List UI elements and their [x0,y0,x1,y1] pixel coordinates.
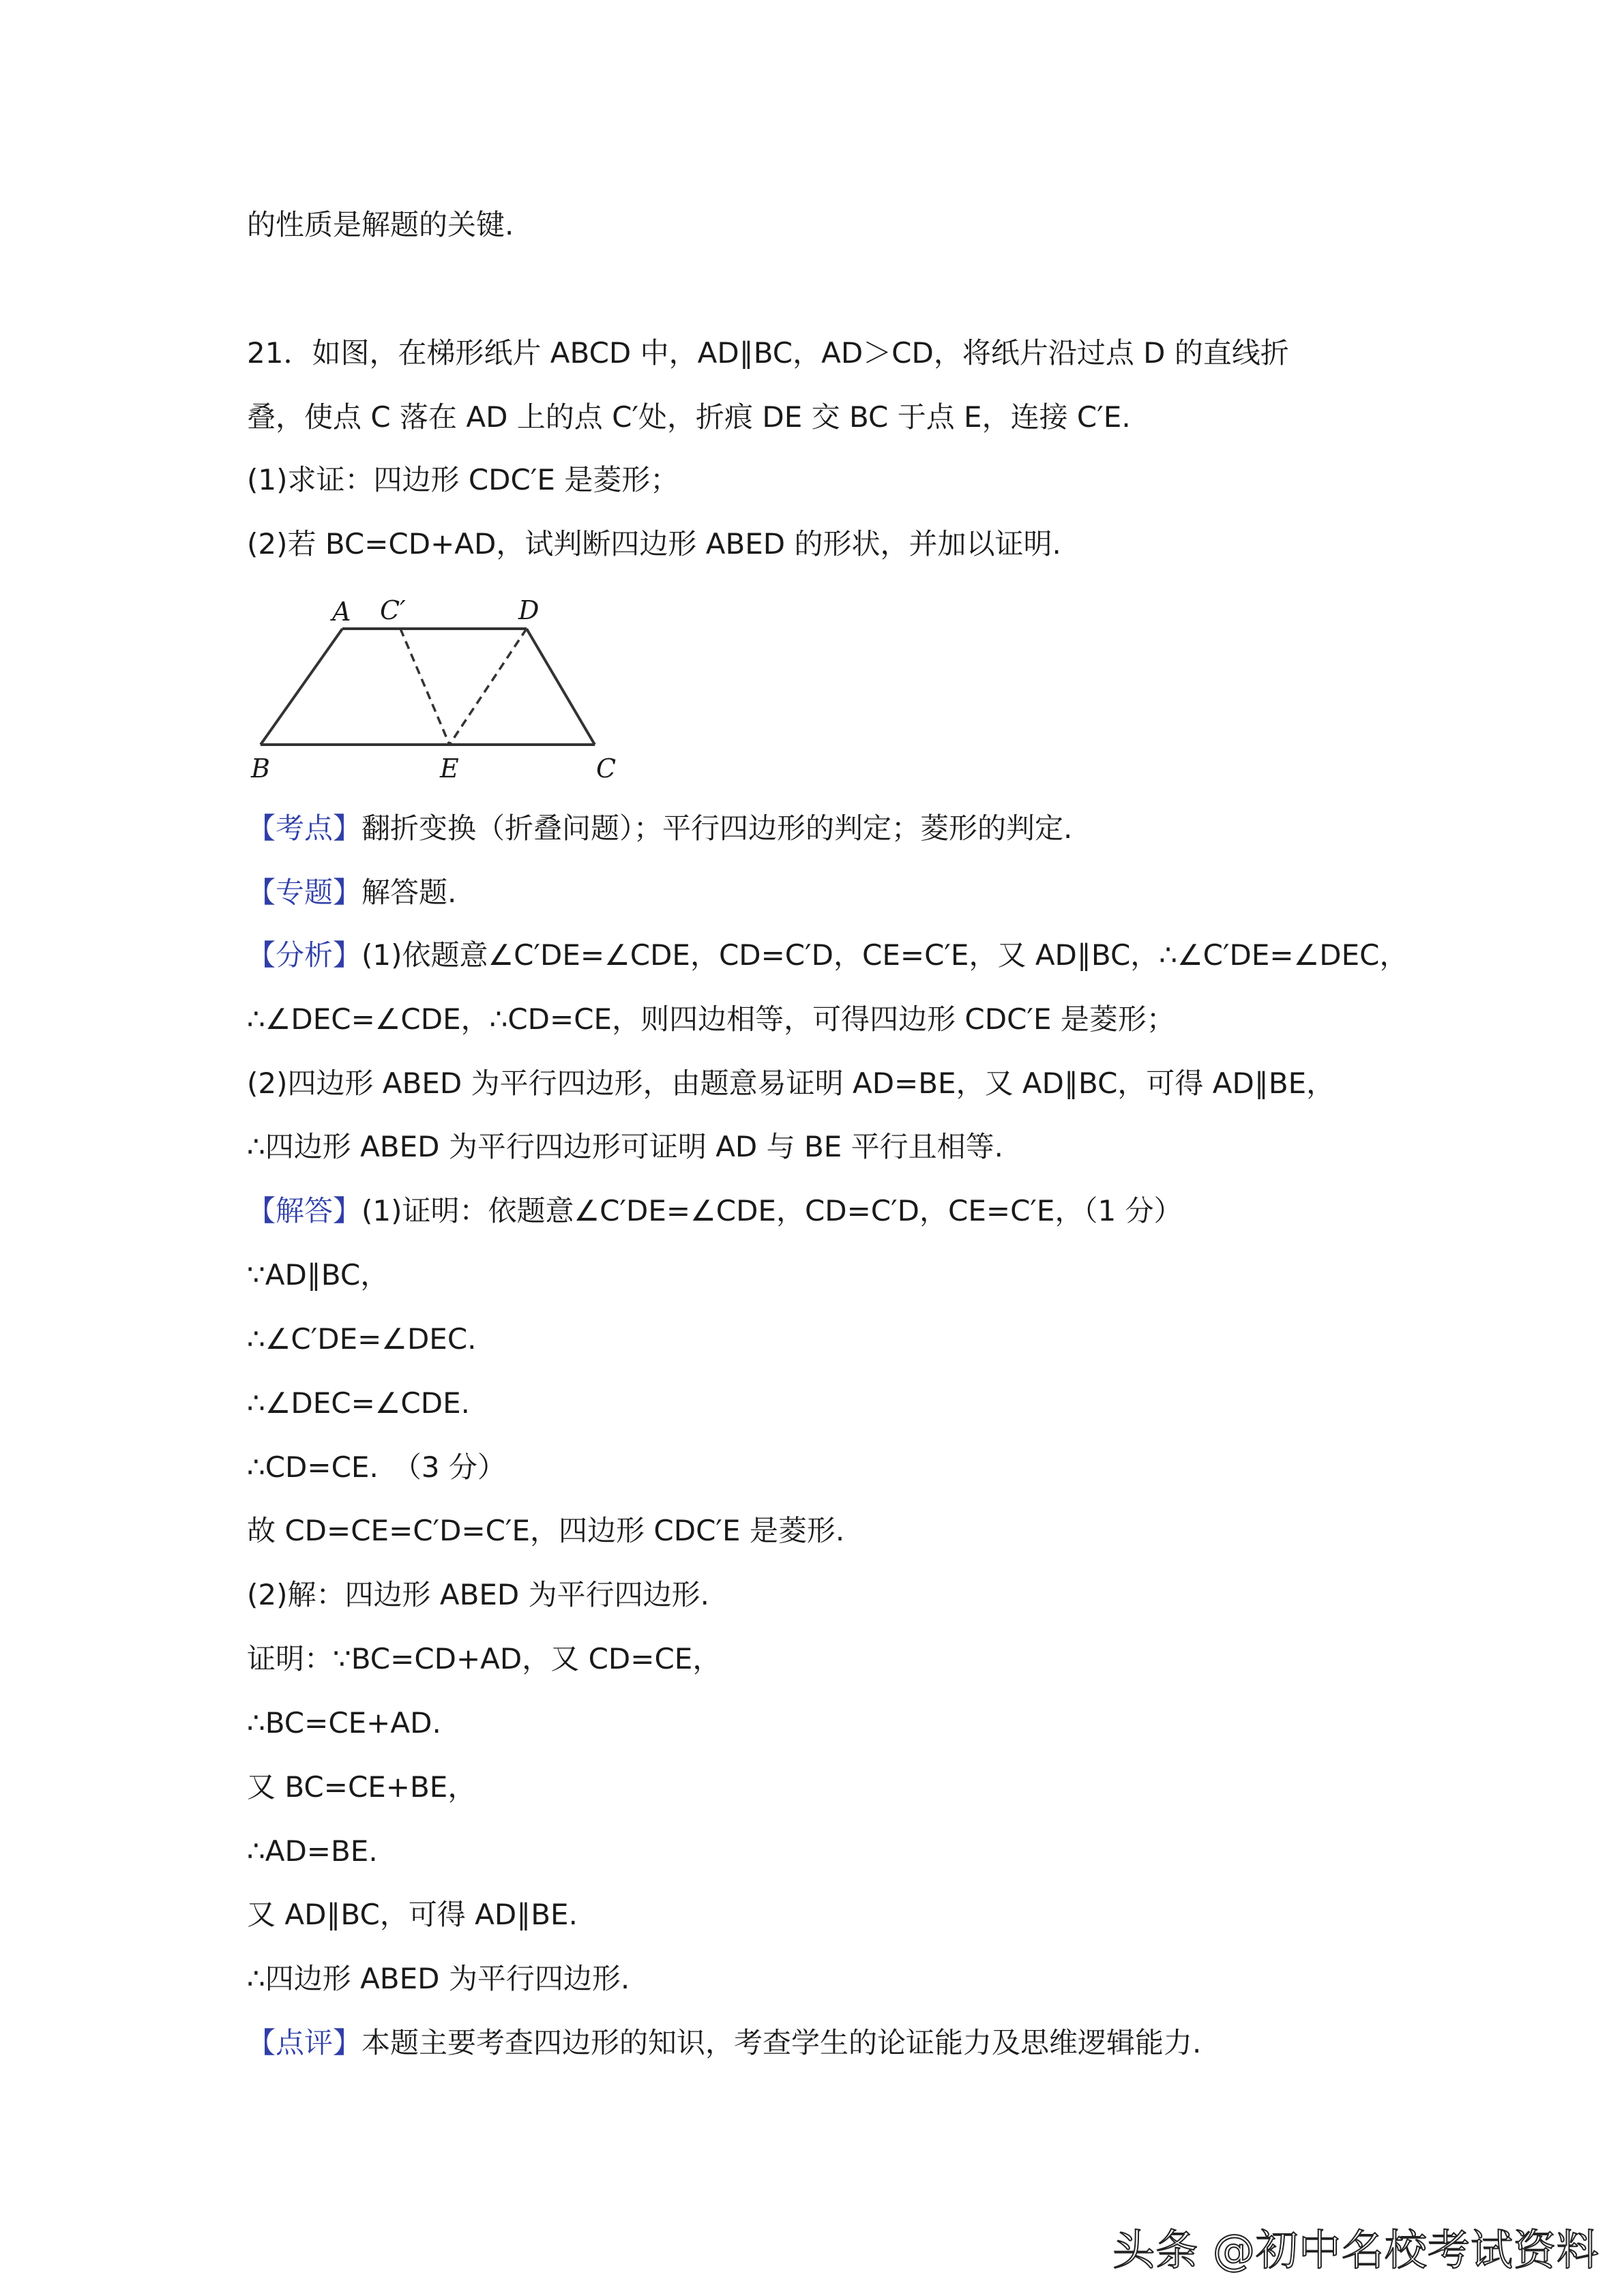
jieda-line: ∴AD=BE. [247,1834,378,1868]
jieda-line: ∴CD=CE. （3 分） [247,1450,506,1484]
kaodian-text: 翻折变换（折叠问题）；平行四边形的判定；菱形的判定. [361,811,1073,845]
watermark: 头条 @初中名校考试资料 [1112,2225,1599,2275]
jieda-line: 又 AD∥BC，可得 AD∥BE. [247,1898,578,1931]
fenxi-tag: 【分析】 [247,938,362,972]
zhuanti-text: 解答题. [361,876,457,909]
kaodian-line [247,809,1072,848]
jieda-line: 又 BC=CE+BE， [247,1770,477,1804]
trapezoid-diagram [247,586,629,784]
jieda-line: ∵AD∥BC， [247,1258,389,1292]
label-d: D [518,595,540,625]
zhuanti-tag: 【专题】 [247,876,362,909]
segment-ab [261,629,342,745]
fenxi-line: ∴四边形 ABED 为平行四边形可证明 AD 与 BE 平行且相等. [247,1130,1004,1163]
question-part-1: (1)求证：四边形 CDC′E 是菱形； [247,463,679,496]
dianping-tag: 【点评】 [247,2026,362,2059]
fenxi-line [247,936,1408,974]
label-c: C [596,754,617,784]
jieda-line: ∴BC=CE+AD. [247,1706,441,1740]
problem-statement-line: 叠，使点 C 落在 AD 上的点 C′处，折痕 DE 交 BC 于点 E，连接 C′E. [247,400,1131,434]
label-b: B [251,754,270,784]
zhuanti-line [247,874,456,912]
jieda-line: ∴∠C′DE=∠DEC. [247,1322,477,1356]
question-part-2: (2)若 BC=CD+AD，试判断四边形 ABED 的形状，并加以证明. [247,527,1061,561]
fenxi-line: (2)四边形 ABED 为平行四边形，由题意易证明 AD=BE，又 AD∥BC，可得 AD∥BE， [247,1067,1335,1100]
dianping-line [247,2024,1201,2062]
kaodian-tag: 【考点】 [247,811,362,845]
jieda-line: 证明：∵BC=CD+AD，又 CD=CE， [247,1642,722,1675]
fold-c-prime-e [400,629,449,745]
label-a: A [332,597,351,627]
trapezoid-figure [247,586,629,784]
dianping-text: 本题主要考查四边形的知识，考查学生的论证能力及思维逻辑能力. [361,2026,1202,2059]
jieda-text: (1)证明：依题意∠C′DE=∠CDE，CD=C′D，CE=C′E，（1 分） [361,1194,1183,1227]
problem-statement-line: 21．如图，在梯形纸片 ABCD 中，AD∥BC，AD＞CD，将纸片沿过点 D 的直线折 [247,336,1289,370]
jieda-line [247,1192,1183,1230]
label-c-prime: C′ [380,595,406,625]
fold-de [449,629,527,745]
label-e: E [440,754,459,784]
text-line: 的性质是解题的关键. [247,208,514,241]
jieda-line: (2)解：四边形 ABED 为平行四边形. [247,1578,709,1611]
jieda-line: ∴四边形 ABED 为平行四边形. [247,1962,630,1995]
fenxi-text: (1)依题意∠C′DE=∠CDE，CD=C′D，CE=C′E，又 AD∥BC，∴∠C′DE=∠DEC， [361,938,1408,972]
jieda-line: 故 CD=CE=C′D=C′E，四边形 CDC′E 是菱形. [247,1514,845,1547]
fenxi-line: ∴∠DEC=∠CDE，∴CD=CE，则四边相等，可得四边形 CDC′E 是菱形； [247,1002,1175,1036]
segment-dc [527,629,595,745]
jieda-tag: 【解答】 [247,1194,362,1227]
jieda-line: ∴∠DEC=∠CDE. [247,1386,470,1420]
